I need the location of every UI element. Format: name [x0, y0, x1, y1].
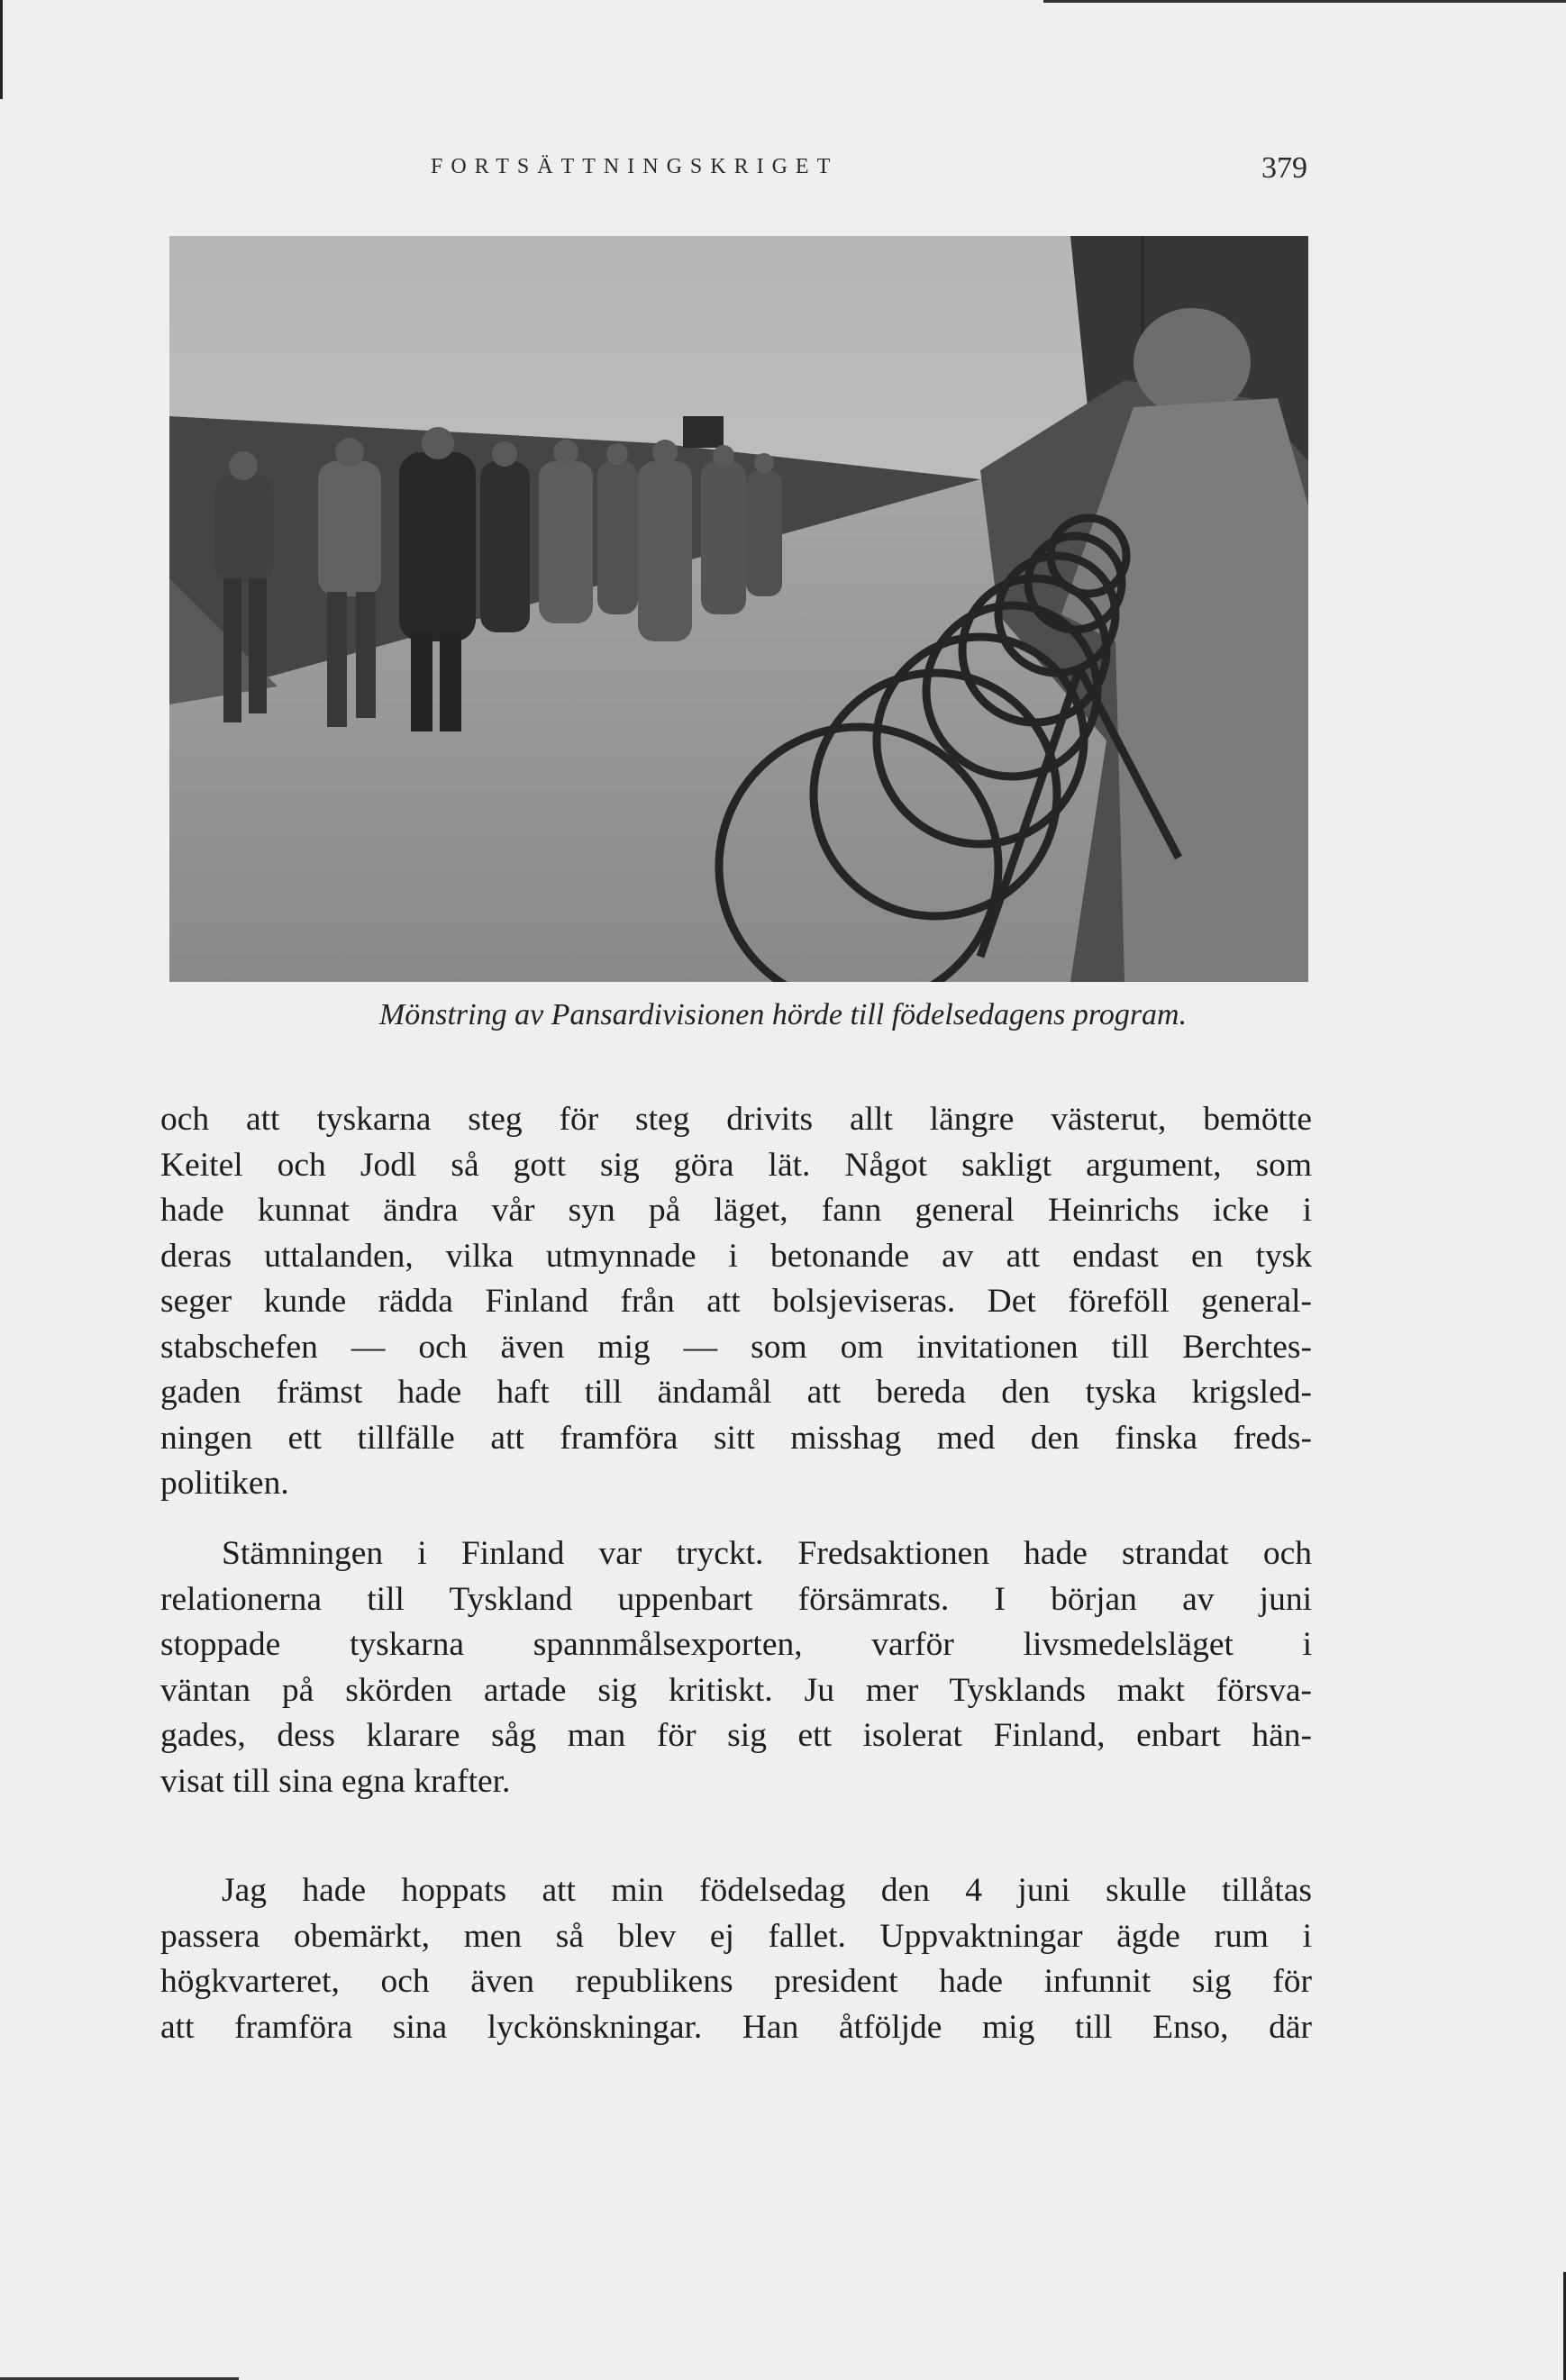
paragraph-2 [160, 1531, 1312, 1804]
running-head: FORTSÄTTNINGSKRIGET [431, 155, 839, 178]
text-line: att framföra sina lyckönskningar. Han åtföljde mig till Enso, där [160, 2008, 1312, 2046]
text-line: gaden främst hade haft till ändamål att bereda den tyska krigsled- [160, 1374, 1312, 1411]
text-line: Stämningen i Finland var tryckt. Fredsaktionen hade strandat och [222, 1535, 1312, 1572]
text-line: deras uttalanden, vilka utmynnade i betonande av att endast en tysk [160, 1237, 1312, 1275]
photo-illustration [169, 236, 1308, 982]
text-line: ningen ett tillfälle att framföra sitt misshag med den finska freds- [160, 1419, 1312, 1457]
figure-caption: Mönstring av Pansardivisionen hörde till födelsedagens program. [378, 998, 1188, 1031]
text-line: högkvarteret, och även republikens president hade infunnit sig för [160, 1963, 1312, 2000]
scan-edge [1043, 0, 1566, 3]
paragraph-1 [160, 1097, 1312, 1507]
scan-edge [0, 0, 3, 99]
text-line: gades, dess klarare såg man för sig ett isolerat Finland, enbart hän- [160, 1717, 1312, 1754]
text-line: stoppade tyskarna spannmålsexporten, varför livsmedelsläget i [160, 1626, 1312, 1663]
photograph [169, 236, 1308, 982]
text-line: och att tyskarna steg för steg drivits allt längre västerut, bemötte [160, 1101, 1312, 1138]
text-line: passera obemärkt, men så blev ej fallet. Uppvaktningar ägde rum i [160, 1917, 1312, 1955]
page-number: 379 [1261, 151, 1307, 185]
text-line: hade kunnat ändra vår syn på läget, fann general Heinrichs icke i [160, 1192, 1312, 1229]
text-line: stabschefen — och även mig — som om invitationen till Berchtes- [160, 1328, 1312, 1366]
text-line: Jag hade hoppats att min födelsedag den 4 juni skulle tillåtas [222, 1872, 1312, 1909]
text-line: relationerna till Tyskland uppenbart försämrats. I början av juni [160, 1580, 1312, 1618]
text-line: Keitel och Jodl så gott sig göra lät. Något sakligt argument, som [160, 1146, 1312, 1184]
text-line: seger kunde rädda Finland från att bolsjeviseras. Det föreföll general- [160, 1283, 1312, 1320]
paragraph-3 [160, 1868, 1312, 2050]
text-line: visat till sina egna krafter. [160, 1762, 511, 1800]
text-line: politiken. [160, 1465, 289, 1502]
text-line: väntan på skörden artade sig kritiskt. Ju mer Tysklands makt försva- [160, 1671, 1312, 1709]
